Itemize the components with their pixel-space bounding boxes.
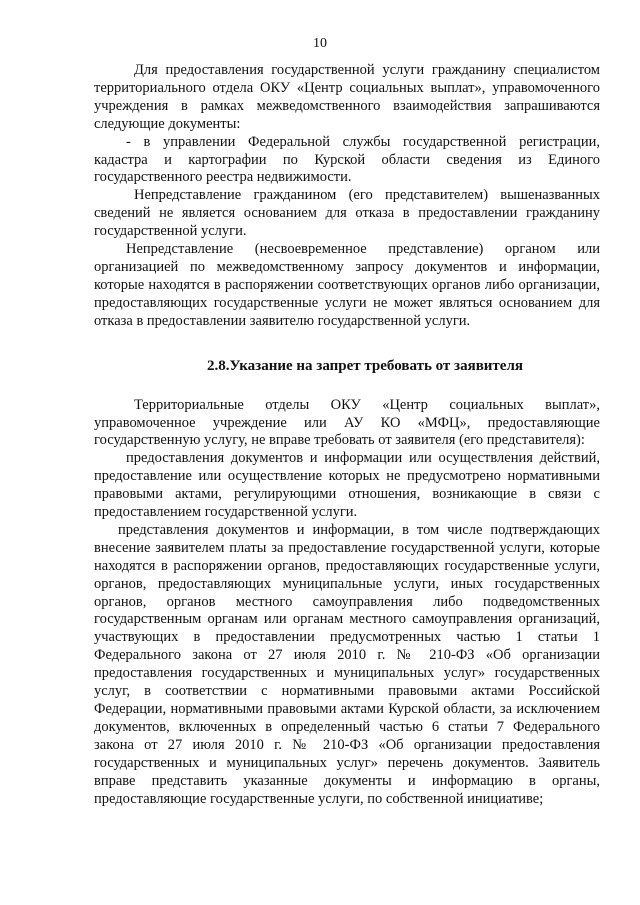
paragraph-rosreestr-item: - в управлении Федеральной службы государственной регистрации, кадастра и картографии по Курской области сведения из Единого государственного реестра недвижимости. xyxy=(94,133,600,186)
paragraph-interagency-request: Для предоставления государственной услуги гражданину специалистом территориального отдела ОКУ «Центр социальных выплат», управомоченного учреждения в рамках межведомственного взаимодействия запрашиваются следующие документы: xyxy=(94,62,600,132)
paragraph-prohibition-actions: предоставления документов и информации или осуществления действий, предоставление или осуществление которых не предусмотрено нормативными правовыми актами, регулирующими отношения, возникающие в связи с предоставлением государственной услуги. xyxy=(94,450,600,521)
document-body xyxy=(94,62,600,808)
paragraph-prohibition-documents: представления документов и информации, в том числе подтверждающих внесение заявителем платы за предоставление государственной услуги, которые находятся в распоряжении органов, предоставляющих государственные услуги, органов, предоставляющих муниципальные услуги, иных государственных органов, органов местного самоуправления либо подведомственных государственным органам или органам местного самоуправления организаций, участвующих в предоставлении предусмотренных частью 1 статьи 1 Федерального закона от 27 июля 2010 г. № 210-ФЗ «Об организации предоставления государственных и муниципальных услуг» государственных услуг, в соответствии с нормативными правовыми актами Российской Федерации, нормативными правовыми актами Курской области, за исключением документов, включенных в определенный частью 6 статьи 7 Федерального закона от 27 июля 2010 г. № 210-ФЗ «Об организации предоставления государственных и муниципальных услуг» перечень документов. Заявитель вправе представить указанные документы и информацию в органы, предоставляющие государственные услуги, по собственной инициативе; xyxy=(94,521,600,807)
section-heading: 2.8.Указание на запрет требовать от заявителя xyxy=(206,357,523,374)
paragraph-non-submission-organization: Непредставление (несвоевременное представление) органом или организацией по межведомственному запросу документов и информации, которые находятся в распоряжении соответствующих органов либо организации, предоставляющих государственные услуги не может являться основанием для отказа в предоставлении заявителю государственной услуги. xyxy=(94,241,600,329)
paragraph-prohibition-intro: Территориальные отделы ОКУ «Центр социальных выплат», управомоченное учреждение или АУ КО «МФЦ», предоставляющие государственную услугу, не вправе требовать от заявителя (его представителя): xyxy=(94,396,600,449)
paragraph-non-submission-citizen: Непредставление гражданином (его представителем) вышеназванных сведений не является основанием для отказа в предоставлении гражданину государственной услуги. xyxy=(94,187,600,240)
page-number: 10 xyxy=(313,36,327,51)
